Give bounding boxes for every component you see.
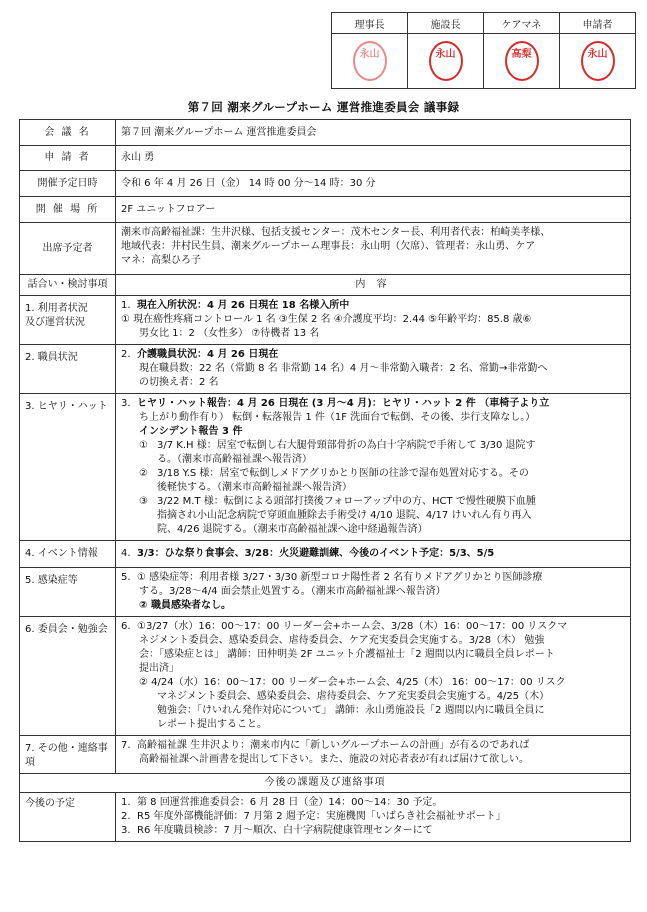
incident-item: ① 3/7 K.H 様：居室で転倒し右大腿骨頸部骨折の為白十字病院で手術して 3/30 退院す る。（潮来市高齢福祉課へ報告済）: [139, 440, 536, 465]
seal-stamp: 永山: [353, 41, 387, 81]
section-hiyari-hatto: 3. ヒヤリ・ハット報告：4 月 26 日現在 (3 月～4 月)：ヒヤリ・ハット 2 件 （車椅子より立 ち上がり動作有り） 転倒・転落報告 1 件（1F 洗面台で転倒、その後、歩行支障なし。） インシデント報告 3 件 ① 3/7 K.H 様：居室で転倒し右大腿骨頸部骨折の為白十字病院で手術して 3/30 退院す る。（潮来市高齢福祉課へ報告済） ② 3/18 Y.S 様：居室で転倒しメドアグリかとり医師の往診で湿布処置対応する。その 後軽快する。（潮来市高齢福祉課へ報告済） ③ 3/22 M.T 様：転倒による頭部打撲後フォローアップ中の方、HCT で慢性硬膜下血腫 指摘され小山記念病院で穿頭血腫除去手術受け 4/10 退院、4/17 けいれん有り再入 院、4/26 退院する。（潮来市高齢福祉課へ途中経過報告済）: [116, 394, 631, 541]
section-events: 4. 3/3：ひな祭り食事会、3/28：火災避難訓練、今後のイベント予定：5/3、5/5: [116, 541, 631, 568]
document-title: 第７回 潮来グループホーム 運営推進委員会 議事録: [187, 100, 460, 114]
schedule-item: 2. R5 年度外部機能評価：7 月第 2 週予定：実施機関「いばらき社会福祉サポート」: [121, 811, 506, 822]
incident-item: ③ 3/22 M.T 様：転倒による頭部打撲後フォローアップ中の方、HCT で慢性硬膜下血腫 指摘され小山記念病院で穿頭血腫除去手術受け 4/10 退院、4/17 けいれん有り再入 院、4/26 退院する。（潮来市高齢福祉課へ途中経過報告済）: [139, 496, 536, 535]
stamp-header-chairman: 理事長: [332, 13, 408, 34]
future-issues-band: 今後の課題及び連絡事項: [20, 774, 631, 793]
section-residents: 1. 現在入所状況：4 月 26 日現在 18 名様入所中 ① 現在癌性疼痛コントロール 1 名 ③生保 2 名 ④介護度平均：2.44 ⑤年齢平均：85.8 歳⑥ 男女比 1：2 （女性多） ⑦待機者 13 名: [116, 296, 631, 345]
discussion-label: 話合い・検討事項: [20, 275, 116, 296]
section-label-infection: 5. 感染症等: [20, 568, 116, 617]
section-label-committee: 6. 委員会・勉強会: [20, 617, 116, 736]
attendees-value: 潮来市高齢福祉課：生井沢様、包括支援センター：茂木センター長、利用者代表：柏崎美孝様、 地域代表：井村民生員、潮来グループホーム理事長：永山明（欠席）、管理者：永山勇、ケア マネ：高梨ひろ子: [116, 223, 631, 275]
future-schedule-label: 今後の予定: [20, 793, 116, 842]
stamp-header-director: 施設長: [408, 13, 484, 34]
schedule-item: 3. R6 年度職員検診：7 月～順次、白十字病院健康管理センターにて: [121, 825, 433, 836]
applicant-value: 永山 勇: [116, 146, 631, 171]
content-header: 内 容: [116, 275, 631, 296]
future-schedule: [116, 793, 631, 842]
seal-stamp: 高梨: [505, 41, 539, 81]
seal-stamp: 永山: [581, 41, 615, 81]
schedule-item: 1. 第 8 回運営推進委員会：6 月 28 日（金）14：00～14：30 予定。: [121, 797, 443, 808]
section-other: 7. 高齢福祉課 生井沢より：潮来市内に「新しいグループホームの計画」が有るのであれば 高齢福祉課へ計画書を提出して下さい。また、施設の対応者表が有れば届けて欲しい。: [116, 736, 631, 774]
stamp-header-caremanager: ケアマネ: [484, 13, 560, 34]
datetime-label: 開催予定日時: [20, 171, 116, 197]
meeting-name-value: 第７回 潮来グループホーム 運営推進委員会: [116, 120, 631, 146]
place-value: 2F ユニットフロアー: [116, 197, 631, 223]
section-staff: 2. 介護職員状況：4 月 26 日現在 現在職員数：22 名（常勤 8 名 非常勤 14 名）4 月～非常勤入職者：2 名、常勤→非常勤へ の切換え者：2 名: [116, 345, 631, 394]
incident-item: ② 3/18 Y.S 様：居室で転倒しメドアグリかとり医師の往診で湿布処置対応する。その 後軽快する。（潮来市高齢福祉課へ報告済）: [139, 468, 529, 493]
section-label-residents: 1. 利用者状況 及び運営状況: [20, 296, 116, 345]
stamp-header-applicant: 申請者: [560, 13, 636, 34]
approval-stamp-table: [331, 12, 636, 89]
section-label-other: 7. その他・連絡事 項: [20, 736, 116, 774]
place-label: 開 催 場 所: [20, 197, 116, 223]
attendees-label: 出席予定者: [20, 223, 116, 275]
section-infection: 5. ① 感染症等：利用者様 3/27・3/30 新型コロナ陽性者 2 名有りメドアグリかとり医師診療 する。3/28～4/4 面会禁止処置する。（潮来市高齢福祉課へ報告済） ② 職員感染者なし。: [116, 568, 631, 617]
section-label-staff: 2. 職員状況: [20, 345, 116, 394]
minutes-table: [19, 119, 631, 842]
datetime-value: 令和 6 年 4 月 26 日（金） 14 時 00 分～14 時：30 分: [116, 171, 631, 197]
section-label-events: 4. イベント情報: [20, 541, 116, 568]
meeting-name-label: 会 議 名: [20, 120, 116, 146]
applicant-label: 申 請 者: [20, 146, 116, 171]
seal-stamp: 永山: [429, 41, 463, 81]
section-label-hiyari-hatto: 3. ヒヤリ・ハット: [20, 394, 116, 541]
section-committee: 6. ①3/27（水）16：00～17：00 リーダー会+ホーム会、3/28（木）16：00～17：00 リスクマ ネジメント委員会、感染委員会、虐待委員会、ケア充実委員会実施する。3/28（木） 勉強 会：「感染症とは」 講師：田仲明美 2F ユニット介護福祉士「2 週間以内に職員全員レポート 提出済」 ② 4/24（水）16：00～17：00 リーダー会+ホーム会、4/25（木） 16：00～17：00 リスク マネジメント委員会、感染委員会、虐待委員会、ケア充実委員会実施する。4/25（木） 勉強会：「けいれん発作対応について」 講師：永山勇施設長「2 週間以内に職員全員に レポート提出すること。: [116, 617, 631, 736]
